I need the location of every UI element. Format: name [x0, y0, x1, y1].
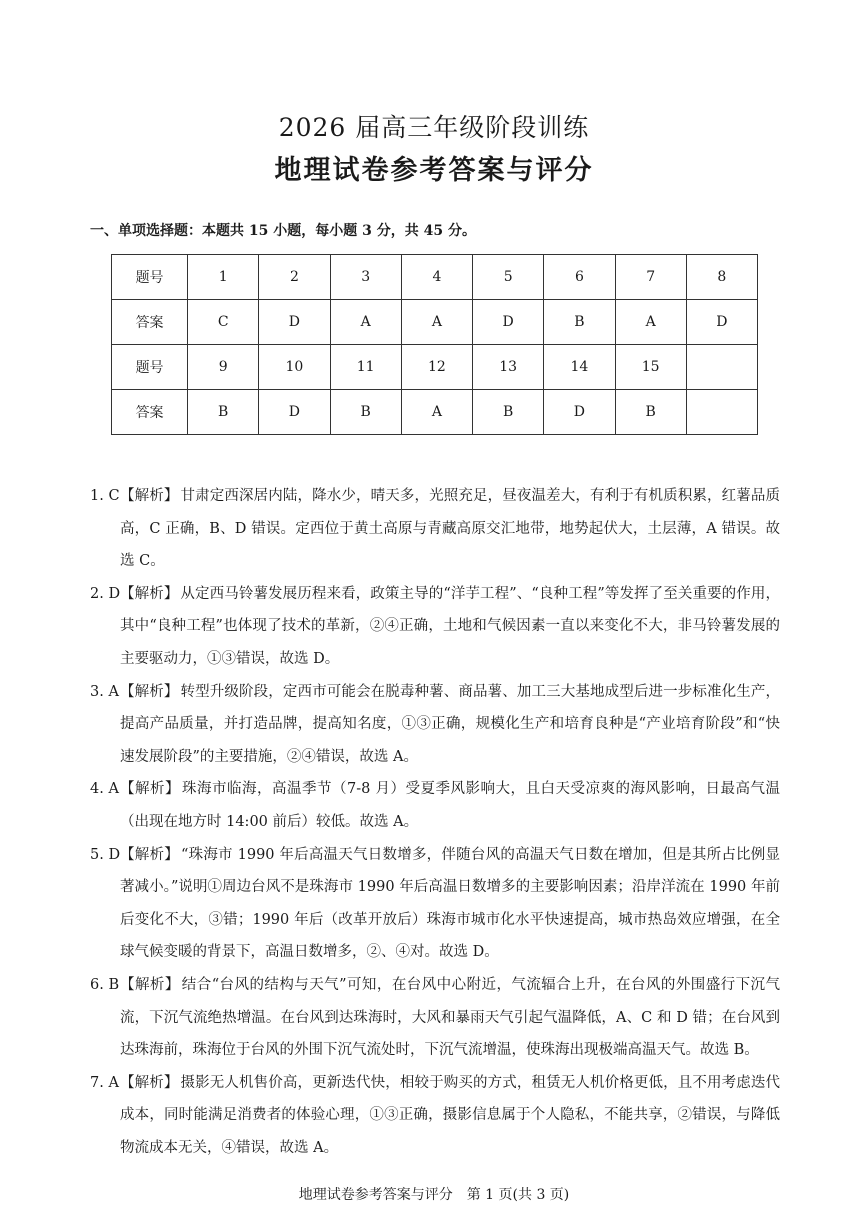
analysis-tag: 【解析】 — [120, 585, 179, 602]
table-cell: C — [188, 300, 259, 345]
table-row — [112, 255, 758, 300]
table-cell: 12 — [401, 345, 472, 390]
table-cell: B — [544, 300, 615, 345]
table-cell — [686, 390, 757, 435]
table-cell: 9 — [188, 345, 259, 390]
page-title: 2026 届高三年级阶段训练 — [278, 113, 590, 142]
table-cell: B — [615, 390, 686, 435]
table-cell: 3 — [330, 255, 401, 300]
analysis-tag: 【解析】 — [120, 683, 179, 700]
table-cell: A — [330, 300, 401, 345]
question-number: 5. D — [90, 846, 121, 863]
table-cell: 5 — [473, 255, 544, 300]
table-cell: 13 — [473, 345, 544, 390]
explanation-item — [90, 969, 780, 1067]
explanation-text: 珠海市临海，高温季节（7-8 月）受夏季风影响大，且白天受凉爽的海风影响，日最高气温（出现在地方时 14:00 前后）较低。故选 A。 — [120, 781, 780, 830]
table-cell: 15 — [615, 345, 686, 390]
table-cell — [686, 345, 757, 390]
table-cell: 10 — [259, 345, 330, 390]
table-row — [112, 345, 758, 390]
explanation-item — [90, 480, 780, 578]
table-cell: 6 — [544, 255, 615, 300]
analysis-tag: 【解析】 — [120, 846, 179, 863]
table-cell: D — [544, 390, 615, 435]
row-label: 题号 — [112, 255, 188, 300]
question-number: 7. A — [90, 1074, 119, 1091]
table-cell: D — [473, 300, 544, 345]
explanation-text: 转型升级阶段，定西市可能会在脱毒种薯、商品薯、加工三大基地成型后进一步标准化生产，提高产品质量，并打造品牌，提高知名度，①③正确，规模化生产和培育良种是“产业培育阶段”和“快速发展阶段”的主要措施，②④错误，故选 A。 — [120, 683, 780, 765]
page-footer: 地理试卷参考答案与评分 第 1 页(共 3 页) — [298, 1187, 570, 1203]
question-number: 2. D — [90, 585, 121, 602]
explanation-text: 摄影无人机售价高，更新迭代快，相较于购买的方式，租赁无人机价格更低，且不用考虑迭代成本，同时能满足消费者的体验心理，①③正确，摄影信息属于个人隐私，不能共享，②错误，与降低物流成本无关，④错误，故选 A。 — [120, 1074, 780, 1156]
question-number: 6. B — [90, 976, 120, 993]
table-cell: A — [401, 390, 472, 435]
analysis-tag: 【解析】 — [120, 1074, 179, 1091]
page-subtitle: 地理试卷参考答案与评分 — [274, 155, 594, 186]
table-cell: D — [259, 390, 330, 435]
explanation-item — [90, 839, 780, 969]
explanation-text: 结合“台风的结构与天气”可知，在台风中心附近，气流辐合上升，在台风的外围盛行下沉气流，下沉气流绝热增温。在台风到达珠海时，大风和暴雨天气引起气温降低，A、C 和 D 错；在台风到达珠海前，珠海位于台风的外围下沉气流处时，下沉气流增温，使珠海出现极端高温天气。故选 B。 — [120, 976, 781, 1059]
table-cell: B — [330, 390, 401, 435]
analysis-tag: 【解析】 — [120, 781, 181, 798]
answer-table — [111, 254, 758, 435]
table-cell: 11 — [330, 345, 401, 390]
table-cell: D — [686, 300, 757, 345]
table-cell: 7 — [615, 255, 686, 300]
table-cell: A — [401, 300, 472, 345]
analysis-tag: 【解析】 — [120, 976, 180, 993]
table-cell: D — [259, 300, 330, 345]
explanation-item — [90, 578, 780, 676]
question-number: 4. A — [90, 781, 119, 798]
table-cell: A — [615, 300, 686, 345]
explanation-text: 从定西马铃薯发展历程来看，政策主导的“洋芋工程”、“良种工程”等发挥了至关重要的作用，其中“良种工程”也体现了技术的革新，②④正确，土地和气候因素一直以来变化不大，非马铃薯发展的主要驱动力，①③错误，故选 D。 — [120, 585, 780, 667]
table-cell: 1 — [188, 255, 259, 300]
row-label: 答案 — [112, 390, 188, 435]
table-cell: 14 — [544, 345, 615, 390]
question-number: 3. A — [90, 683, 119, 700]
explanation-item — [90, 773, 780, 838]
section-heading: 一、单项选择题：本题共 15 小题，每小题 3 分，共 45 分。 — [90, 223, 476, 239]
table-row — [112, 300, 758, 345]
table-cell: 4 — [401, 255, 472, 300]
table-cell: B — [188, 390, 259, 435]
explanation-item — [90, 676, 780, 774]
table-cell: 8 — [686, 255, 757, 300]
analysis-tag: 【解析】 — [120, 488, 179, 504]
explanation-text: “珠海市 1990 年后高温天气日数增多，伴随台风的高温天气日数在增加，但是其所占比例显著减小。”说明①周边台风不是珠海市 1990 年后高温日数增多的主要影响因素；沿岸洋流在 1990 年前后变化不大，③错；1990 年后（改革开放后）珠海市城市化水平快速提高，城市热岛效应增强，在全球气候变暖的背景下，高温日数增多，②、④对。故选 D。 — [120, 846, 781, 961]
explanation-list — [90, 480, 780, 1164]
question-number: 1. C — [90, 488, 120, 504]
table-cell: 2 — [259, 255, 330, 300]
row-label: 题号 — [112, 345, 188, 390]
table-cell: B — [473, 390, 544, 435]
explanation-text: 甘肃定西深居内陆，降水少，晴天多，光照充足，昼夜温差大，有利于有机质积累，红薯品质高，C 正确，B、D 错误。定西位于黄土高原与青藏高原交汇地带，地势起伏大，土层薄，A 错误。故选 C。 — [120, 488, 780, 570]
row-label: 答案 — [112, 300, 188, 345]
explanation-item — [90, 1067, 780, 1165]
table-row — [112, 390, 758, 435]
